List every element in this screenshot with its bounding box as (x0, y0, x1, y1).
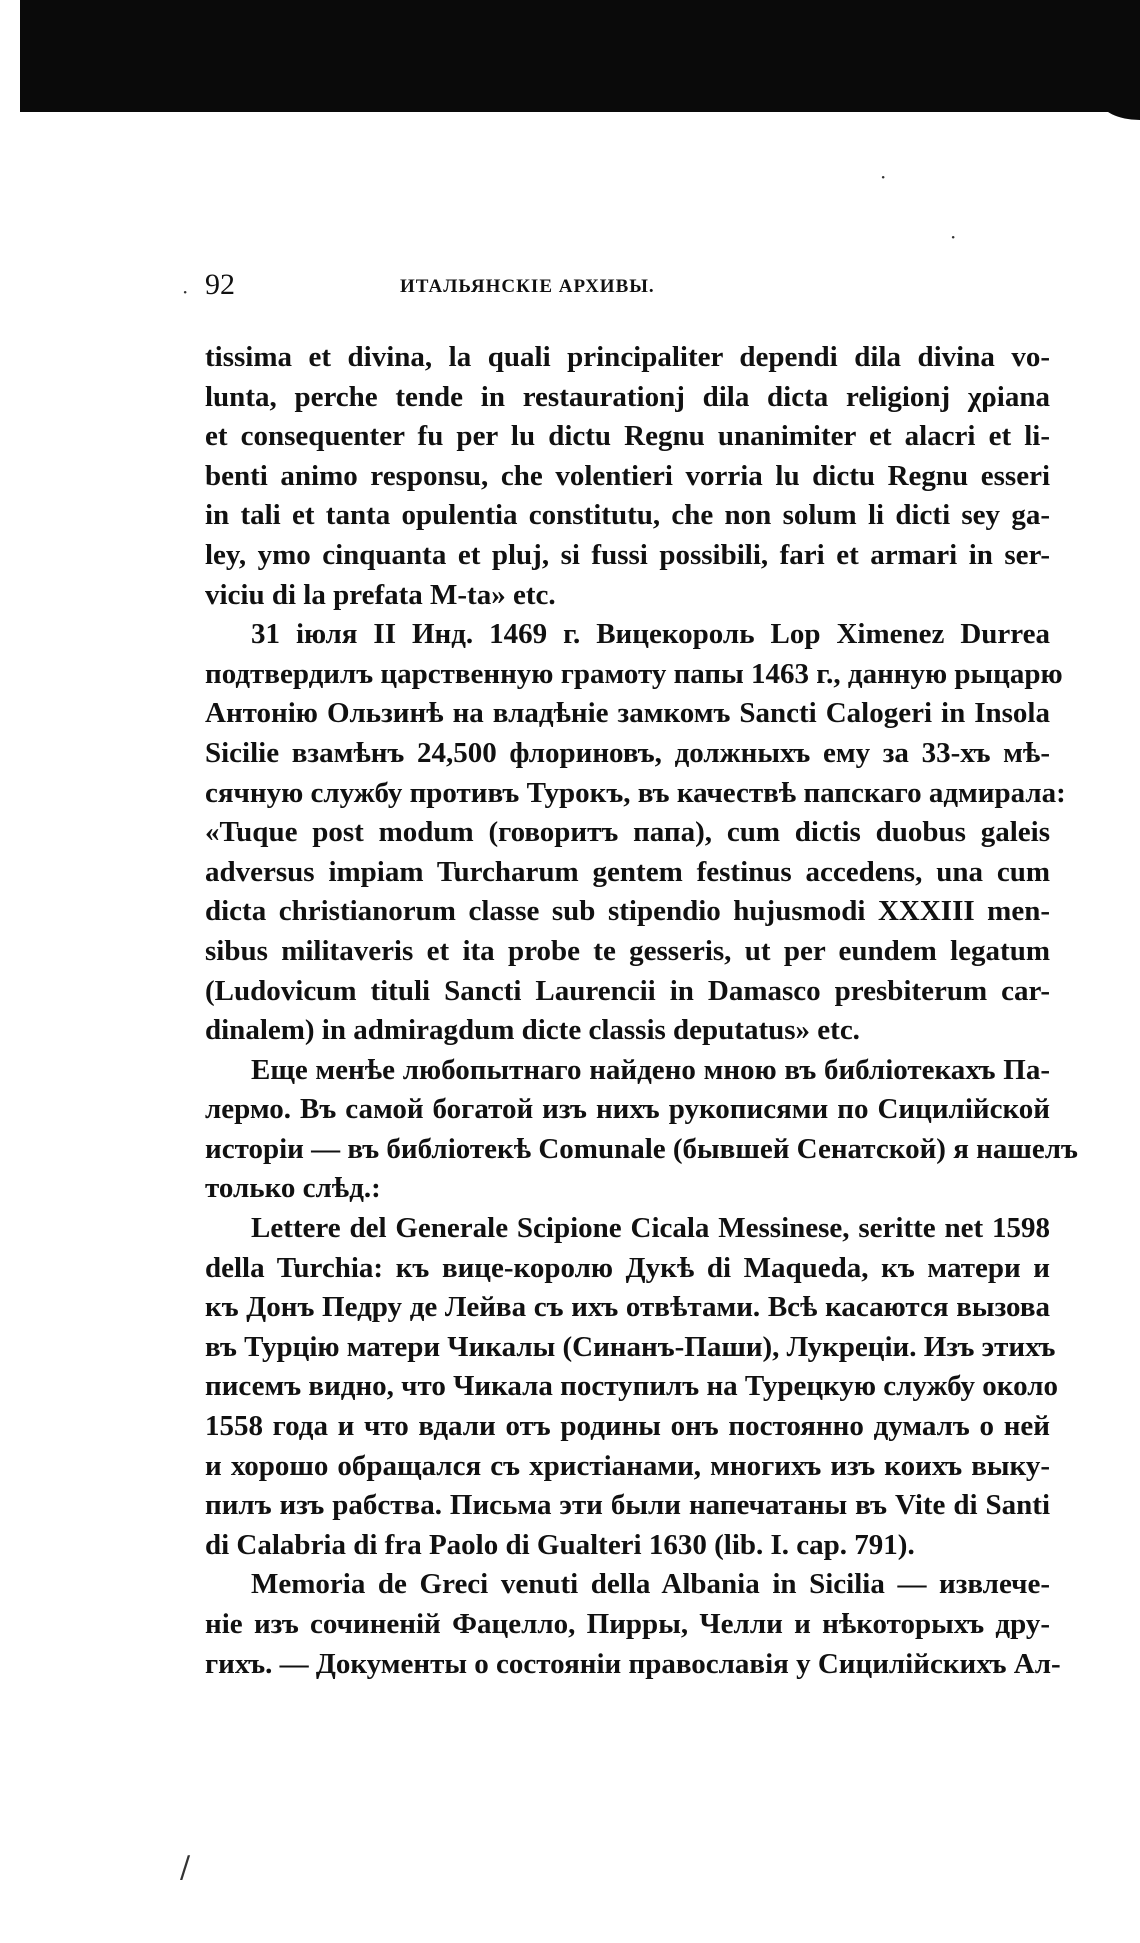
text-line: въ Турцію матери Чикалы (Синанъ-Паши), Лукреціи. Изъ этихъ (205, 1330, 1056, 1363)
text-line: di Calabria di fra Paolo di Gualteri 1630 (lib. I. cap. 791). (205, 1528, 915, 1561)
text-line: подтвердилъ царственную грамоту папы 1463 г., данную рыцарю (205, 657, 1063, 690)
text-line: только слѣд.: (205, 1172, 381, 1205)
text-line: къ Донъ Педру де Лейва съ ихъ отвѣтами. Всѣ касаются вызова (205, 1291, 1050, 1324)
text-line: Sicilie взамѣнъ 24,500 флориновъ, должныхъ ему за 33-хъ мѣ- (205, 736, 1050, 769)
text-line: лермо. Въ самой богатой изъ нихъ рукописями по Сицилійской (205, 1093, 1050, 1126)
text-line: 31 іюля II Инд. 1469 г. Вицекороль Lop Ximenez Durrea (251, 618, 1050, 651)
text-line: 1558 года и что вдали отъ родины онъ постоянно думалъ о ней (205, 1410, 1050, 1443)
text-line: dinalem) in admiragdum dicte classis deputatus» etc. (205, 1014, 860, 1047)
scan-black-border (20, 0, 1140, 112)
text-line: и хорошо обращался съ христіанами, многихъ изъ коихъ выку- (205, 1449, 1050, 1482)
running-title: ИТАЛЬЯНСКІЕ АРХИВЫ. (400, 276, 655, 297)
text-line: tissima et divina, la quali principaliter dependi dila divina vo- (205, 341, 1050, 373)
text-line: Антонію Ользинѣ на владѣніе замкомъ Sancti Calogeri in Insola (205, 697, 1050, 730)
text-line: della Turchia: къ вице-королю Дукѣ di Maqueda, къ матери и (205, 1251, 1050, 1284)
text-line: «Tuque post modum (говоритъ папа), cum dictis duobus galeis (205, 816, 1050, 849)
text-line: viciu di la prefata M-ta» etc. (205, 578, 556, 611)
scan-border-curl (1100, 100, 1140, 120)
text-line: гихъ. — Документы о состояніи православія у Сицилійскихъ Ал- (205, 1647, 1061, 1680)
text-line: dicta christianorum classe sub stipendio hujusmodi XXXIII men- (205, 895, 1050, 928)
text-line: Lettere del Generale Scipione Cicala Messinese, seritte net 1598 (251, 1212, 1050, 1245)
text-line: писемъ видно, что Чикала поступилъ на Турецкую службу около (205, 1370, 1059, 1403)
text-line: исторіи — въ библіотекѣ Comunale (бывшей Сенатской) я нашелъ (205, 1132, 1078, 1165)
text-line: sibus militaveris et ita probe te gesseris, ut per eundem legatum (205, 934, 1050, 967)
text-line: benti animo responsu, che volentieri vorria lu dictu Regnu esseri (205, 459, 1050, 492)
text-line: ніе изъ сочиненій Фацелло, Пирры, Челли и нѣкоторыхъ дру- (205, 1608, 1050, 1640)
text-line: Memoria de Greci venuti della Albania in Sicilia — извлече- (251, 1568, 1050, 1601)
page-number: 92 (205, 268, 235, 301)
text-line: et consequenter fu per lu dictu Regnu unanimiter et alacri et li- (205, 420, 1050, 453)
text-line: сячную службу противъ Турокъ, въ качествѣ папскаго адмирала: (205, 776, 1066, 809)
text-line: adversus impiam Turcharum gentem festinus accedens, una cum (205, 855, 1050, 888)
text-line: (Ludovicum tituli Sancti Laurencii in Damasco presbiterum car- (205, 974, 1050, 1007)
scan-speck: · (950, 225, 957, 249)
text-line: in tali et tanta opulentia constitutu, che non solum li dicti sey ga- (205, 499, 1050, 532)
scan-speck: · (880, 165, 887, 189)
text-line: ley, ymo cinquanta et pluj, si fussi possibili, fari et armari in ser- (205, 538, 1050, 571)
text-line: пилъ изъ рабства. Письма эти были напечатаны въ Vite di Santi (205, 1489, 1050, 1522)
text-line: lunta, perche tende in restaurationj dila dicta religionj χρiana (205, 380, 1050, 413)
page-header (205, 268, 905, 312)
text-line: Еще менѣе любопытнаго найдено мною въ библіотекахъ Па- (251, 1053, 1050, 1086)
body-text (205, 338, 1078, 1684)
scan-speck: / (180, 1850, 191, 1885)
scan-speck: · (182, 280, 189, 304)
